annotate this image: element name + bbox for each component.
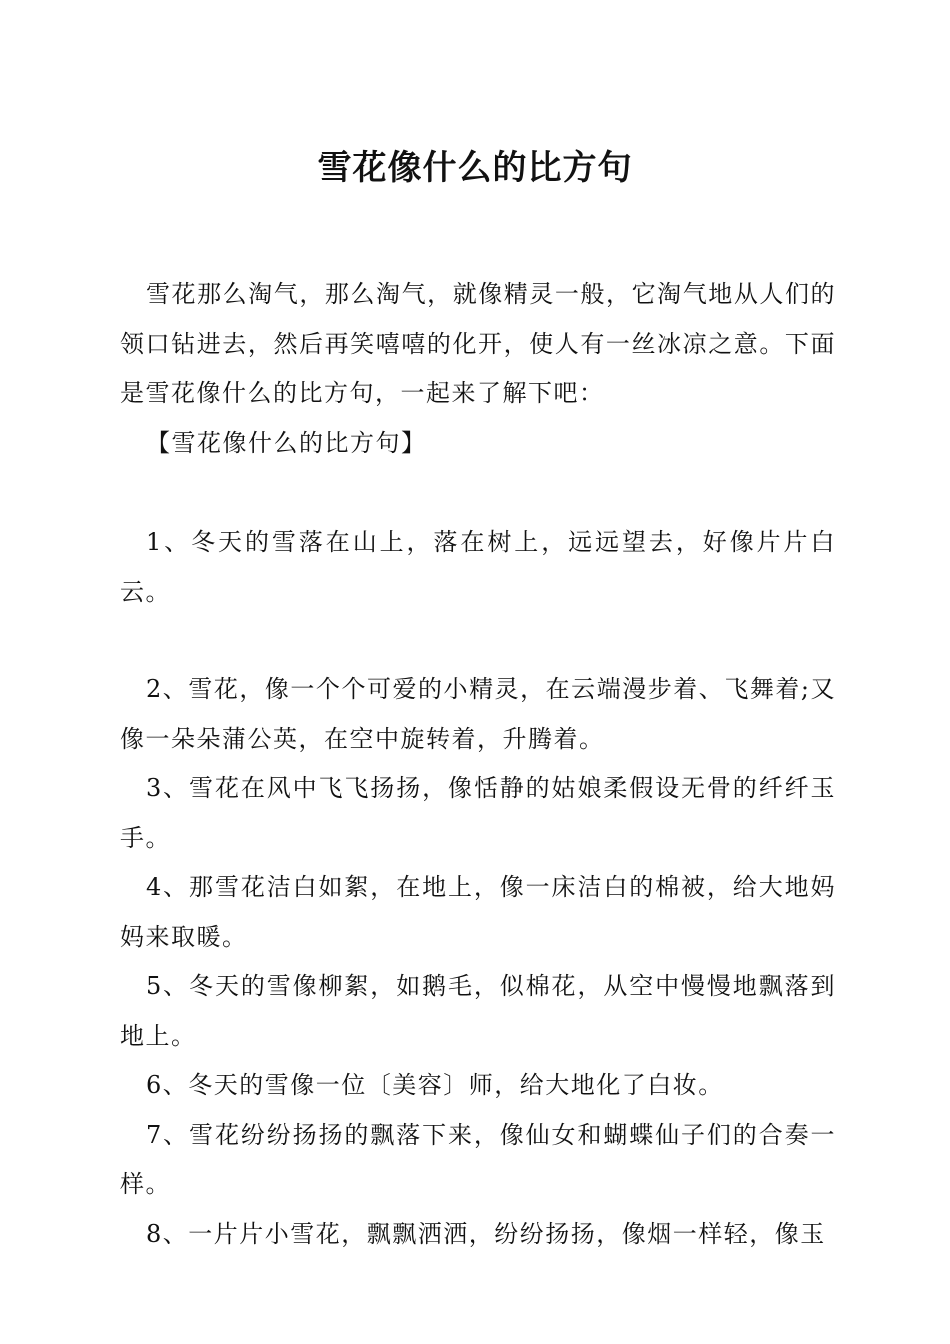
list-item-8: 8、一片片小雪花，飘飘洒洒，纷纷扬扬，像烟一样轻，像玉	[146, 1219, 826, 1248]
page-title: 雪花像什么的比方句	[317, 148, 633, 188]
list-item-4: 4、那雪花洁白如絮，在地上，像一床洁白的棉被，给大地妈妈来取暖。	[120, 873, 836, 951]
list-item-1: 1、冬天的雪落在山上，落在树上，远远望去，好像片片白云。	[120, 528, 836, 606]
document-body	[120, 270, 836, 1259]
list-item-2: 2、雪花，像一个个可爱的小精灵，在云端漫步着、飞舞着;又像一朵朵蒲公英，在空中旋转着，升腾着。	[120, 675, 836, 753]
list-item-6: 6、冬天的雪像一位〔美容〕师，给大地化了白妆。	[146, 1071, 724, 1099]
list-item-3: 3、雪花在风中飞飞扬扬，像恬静的姑娘柔假设无骨的纤纤玉手。	[120, 774, 836, 852]
intro-paragraph: 雪花那么淘气，那么淘气，就像精灵一般，它淘气地从人们的领口钻进去，然后再笑嘻嘻的化开，使人有一丝冰凉之意。下面是雪花像什么的比方句，一起来了解下吧：	[120, 280, 836, 407]
list-item-5: 5、冬天的雪像柳絮，如鹅毛，似棉花，从空中慢慢地飘落到地上。	[120, 972, 836, 1050]
section-heading: 【雪花像什么的比方句】	[146, 428, 427, 457]
list-item-7: 7、雪花纷纷扬扬的飘落下来，像仙女和蝴蝶仙子们的合奏一样。	[120, 1120, 836, 1198]
